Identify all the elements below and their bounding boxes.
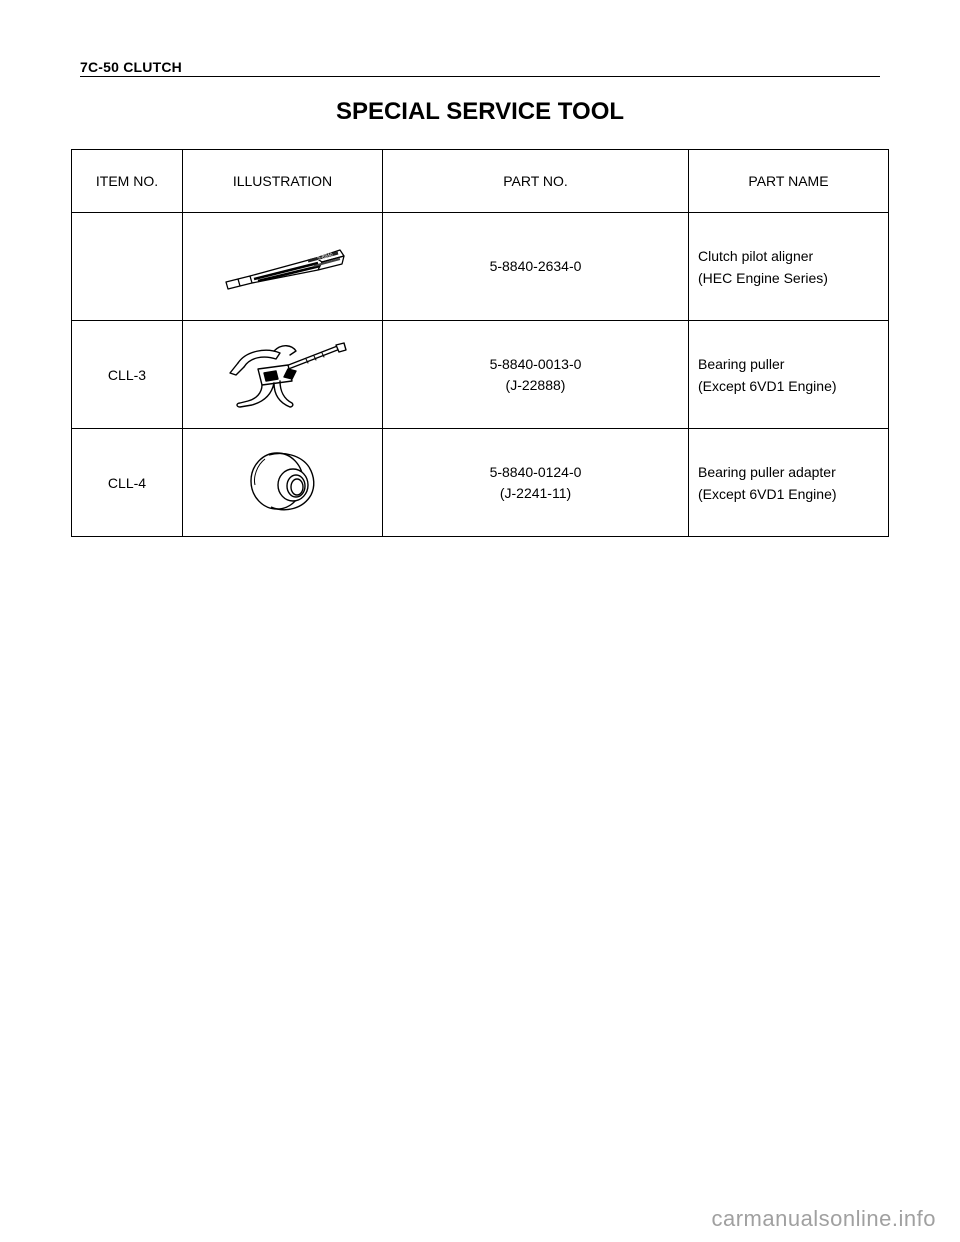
table-header-row [72, 150, 889, 213]
part-name-note: (HEC Engine Series) [698, 269, 828, 286]
part-name: Bearing puller adapter [698, 463, 836, 480]
part-name-cell [689, 429, 889, 537]
table-row [72, 213, 889, 321]
item-no-cell [72, 213, 183, 321]
part-no-cell [383, 429, 689, 537]
part-name: Clutch pilot aligner [698, 247, 814, 264]
tool-table [71, 149, 889, 537]
item-no-cell: CLL-3 [72, 321, 183, 429]
illustration-cell [183, 321, 383, 429]
part-number: 5-8840-0013-0 [489, 355, 582, 372]
part-number-alt: (J-22888) [505, 376, 566, 393]
table-row [72, 429, 889, 537]
svg-text:5-8840: 5-8840 [316, 251, 334, 262]
page-header [80, 59, 880, 77]
part-number: 5-8840-2634-0 [489, 258, 582, 274]
item-no-cell: CLL-4 [72, 429, 183, 537]
part-number: 5-8840-0124-0 [489, 463, 582, 480]
page-title: SPECIAL SERVICE TOOL [335, 98, 625, 125]
part-no-cell [383, 213, 689, 321]
column-header-part-no: PART NO. [383, 150, 689, 213]
part-name-note: (Except 6VD1 Engine) [698, 485, 837, 502]
illustration-cell [183, 213, 383, 321]
part-number-alt: (J-2241-11) [499, 484, 572, 501]
part-name-note: (Except 6VD1 Engine) [698, 377, 837, 394]
puller-adapter-icon [243, 445, 323, 517]
part-name-cell [689, 321, 889, 429]
part-name-cell [689, 213, 889, 321]
part-no-cell [383, 321, 689, 429]
column-header-item-no: ITEM NO. [72, 150, 183, 213]
table-row [72, 321, 889, 429]
column-header-part-name: PART NAME [689, 150, 889, 213]
bearing-puller-icon [218, 333, 348, 413]
watermark: carmanualsonline.info [711, 1206, 936, 1231]
pilot-aligner-icon [218, 230, 348, 300]
illustration-cell [183, 429, 383, 537]
part-name: Bearing puller [698, 355, 785, 372]
column-header-illustration: ILLUSTRATION [183, 150, 383, 213]
section-label: 7C-50 CLUTCH [80, 59, 182, 75]
